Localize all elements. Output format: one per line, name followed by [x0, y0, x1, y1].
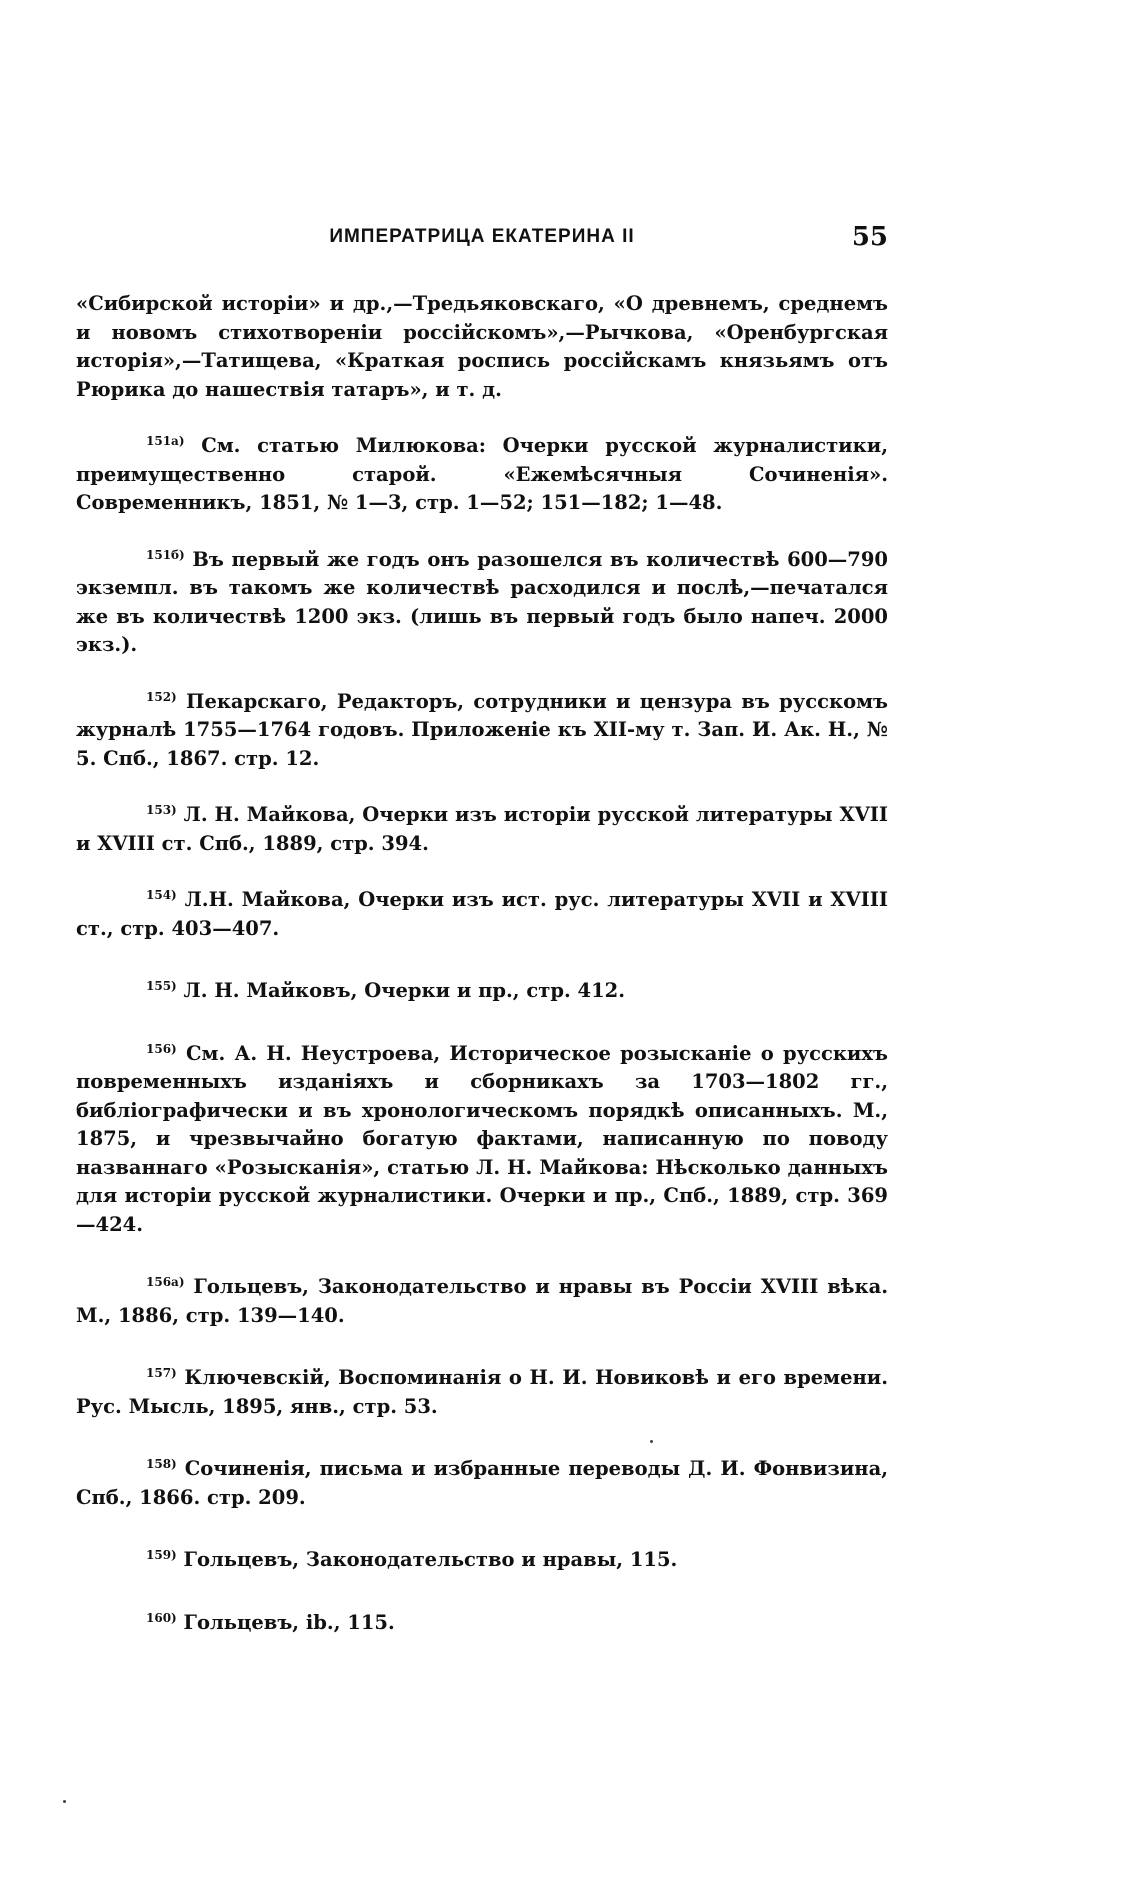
footnote-text: Въ первый же годъ онъ разошелся въ количествѣ 600—790 экземпл. въ такомъ же количествѣ расходился и послѣ,—печатался же въ количествѣ 1200 экз. (лишь въ первый годъ было напеч. 2000 экз.). [76, 547, 888, 656]
footnote-mark: 156а) [146, 1275, 185, 1289]
footnote-text: Л. Н. Майкова, Очерки изъ исторіи русской литературы XVII и XVIII ст. Спб., 1889, стр. 394. [76, 803, 888, 855]
scan-speck [650, 1440, 653, 1443]
page-header [76, 222, 888, 266]
footnote-text: Ключевскій, Воспоминанія о Н. И. Новиковѣ и его времени. Рус. Мысль, 1895, янв., стр. 53. [76, 1366, 888, 1418]
footnote-text: Гольцевъ, Законодательство и нравы, 115. [183, 1548, 678, 1571]
footnote-text: Гольцевъ, Законодательство и нравы въ Россіи XVIII вѣка. М., 1886, стр. 139—140. [76, 1275, 888, 1327]
footnote-160 [76, 1609, 888, 1638]
footnote-154 [76, 886, 888, 943]
footnote-mark: 151а) [146, 434, 185, 448]
footnote-157 [76, 1364, 888, 1421]
footnote-156 [76, 1040, 888, 1240]
intro-paragraph: «Сибирской исторіи» и др.,—Тредьяковскаго, «О древнемъ, среднемъ и новомъ стихотвореніи россійскомъ»,—Рычкова, «Оренбургская исторія»,—Татищева, «Краткая роспись россійскамъ князьямъ отъ Рюрика до нашествія татаръ», и т. д. [76, 292, 888, 401]
footnote-153 [76, 801, 888, 858]
footnote-text: См. статью Милюкова: Очерки русской журналистики, преимущественно старой. «Ежемѣсячныя Сочиненія». Современникъ, 1851, № 1—3, стр. 1—52; 151—182; 1—48. [76, 434, 888, 514]
footnote-158 [76, 1455, 888, 1512]
footnote-mark: 156) [146, 1041, 177, 1056]
footnote-152 [76, 688, 888, 774]
footnote-text: Сочиненія, письма и избранные переводы Д. И. Фонвизина, Спб., 1866. стр. 209. [76, 1457, 888, 1509]
footnote-mark: 159) [146, 1548, 177, 1562]
scan-speck [63, 1800, 66, 1803]
footnote-156a [76, 1273, 888, 1330]
footnotes-body [76, 290, 888, 1637]
footnote-text: Л. Н. Майковъ, Очерки и пр., стр. 412. [183, 979, 626, 1002]
footnote-mark: 160) [146, 1610, 177, 1625]
footnote-159 [76, 1546, 888, 1575]
footnote-text: Л.Н. Майкова, Очерки изъ ист. рус. литературы XVII и XVIII ст., стр. 403—407. [76, 888, 888, 940]
footnote-mark: 152) [146, 689, 177, 704]
footnote-text: Пекарскаго, Редакторъ, сотрудники и цензура въ русскомъ журналѣ 1755—1764 годовъ. Приложеніе къ XII-му т. Зап. И. Ак. Н., № 5. Спб., 1867. стр. 12. [76, 689, 888, 770]
footnote-mark: 154) [146, 888, 177, 902]
running-title: ИМПЕРАТРИЦА ЕКАТЕРИНА II [329, 226, 635, 247]
footnote-text: См. А. Н. Неустроева, Историческое розысканіе о русскихъ повременныхъ изданіяхъ и сборникахъ за 1703—1802 гг., библіографически и въ хронологическомъ порядкѣ описанныхъ. М., 1875, и чрезвычайно богатую фактами, написанную по поводу названнаго «Розысканія», статью Л. Н. Майкова: Нѣсколько данныхъ для исторіи русской журналистики. Очерки и пр., Спб., 1889, стр. 369—424. [76, 1041, 888, 1236]
footnote-mark: 157) [146, 1366, 177, 1380]
footnote-155 [76, 977, 888, 1006]
footnote-mark: 153) [146, 803, 177, 817]
footnote-151b [76, 546, 888, 660]
footnote-mark: 158) [146, 1457, 177, 1471]
footnote-text: Гольцевъ, ib., 115. [183, 1610, 395, 1634]
page-number: 55 [851, 222, 888, 252]
footnote-151a [76, 432, 888, 518]
footnote-mark: 151б) [146, 547, 185, 562]
footnote-mark: 155) [146, 979, 177, 993]
